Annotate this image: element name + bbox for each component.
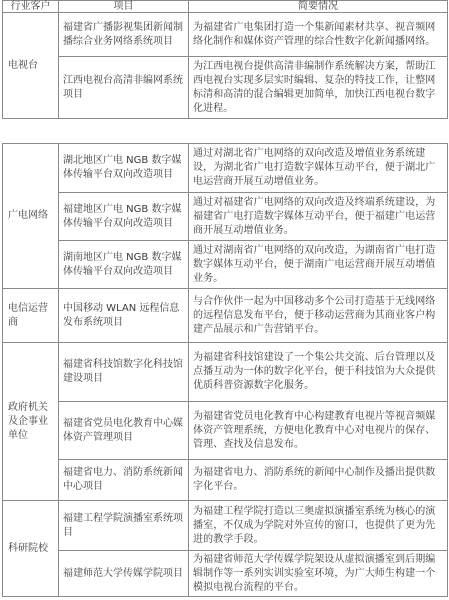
- customer-table-top: [2, 0, 448, 119]
- summary-cell: 通过对湖南省广电网络的双向改造，为湖南省广电打造数字媒体互动平台，便于湖南广电运营商开展互动增值业务。: [189, 241, 448, 289]
- project-cell: 福建师范大学传媒学院项目: [59, 551, 189, 597]
- table-row: [3, 241, 448, 289]
- header-summary: 简要情况: [189, 1, 448, 13]
- category-research: 科研院校: [3, 501, 59, 597]
- summary-cell: 为福建工程学院打造以三奥虚拟演播室系统为核心的演播室，不仅成为学院对外宣传的窗口，也提供了更为先进的教学手段。: [189, 501, 448, 551]
- summary-cell: 为福建省党员电化教育中心构建教育电视片等视音频媒体资产管理系统，方便电化教育中心对电视片的保存、管理、查找及信息发布。: [189, 402, 448, 460]
- table-row: [3, 193, 448, 241]
- summary-cell: 与合作伙伴一起为中国移动多个公司打造基于无线网络的远程信息发布平台，便于移动运营商为其商业客户构建产品展示和广告营销平台。: [189, 289, 448, 343]
- project-cell: 江西电视台高清非编网系统项目: [59, 57, 189, 119]
- category-telecom: 电信运营商: [3, 289, 59, 343]
- category-cable: 广电网络: [3, 144, 59, 289]
- summary-cell: 为福建省电力、消防系统的新闻中心制作及播出提供数字化平台。: [189, 460, 448, 501]
- header-customer: 行业客户: [3, 1, 59, 13]
- project-cell: 福建地区广电 NGB 数字媒体传输平台双向改造项目: [59, 193, 189, 241]
- project-cell: 福建省科技馆数字化科技馆建设项目: [59, 343, 189, 402]
- table-row: [3, 343, 448, 402]
- table-header-row: [3, 1, 448, 13]
- summary-cell: 为福建省广电集团打造一个集新闻素材共享、视音频网络化制作和媒体资产管理的综合性数字化新闻播网络。: [189, 13, 448, 57]
- table-row: [3, 57, 448, 119]
- table-row: [3, 501, 448, 551]
- category-government: 政府机关及企事业单位: [3, 343, 59, 501]
- table-row: [3, 402, 448, 460]
- project-cell: 湖南地区广电 NGB 数字媒体传输平台双向改造项目: [59, 241, 189, 289]
- project-cell: 福建省党员电化教育中心媒体资产管理项目: [59, 402, 189, 460]
- table-row: [3, 460, 448, 501]
- project-cell: 中国移动 WLAN 远程信息发布系统项目: [59, 289, 189, 343]
- table-row: [3, 551, 448, 597]
- summary-cell: 为福建省师范大学传媒学院架设从虚拟演播室到后期编辑制作等一系列实训实验室环境，为广大师生构建一个模拟电视台流程的平台。: [189, 551, 448, 597]
- project-cell: 湖北地区广电 NGB 数字媒体传输平台双向改造项目: [59, 144, 189, 193]
- project-cell: 福建工程学院演播室系统项目: [59, 501, 189, 551]
- header-project: 项目: [59, 1, 189, 13]
- summary-cell: 通过对湖北省广电网络的双向改造及增值业务系统建设，为湖北省广电打造数字媒体互动平台，便于湖北广电运营商开展互动增值业务。: [189, 144, 448, 193]
- customer-table-bottom: [2, 143, 448, 597]
- summary-cell: 为福建省科技馆建设了一个集公共交流、后台管理以及点播互动为一体的数字化平台，便于科技馆为大众提供优质科普资源数字化服务。: [189, 343, 448, 402]
- table-row: [3, 289, 448, 343]
- summary-cell: 为江西电视台提供高清非编制作系统解决方案，帮助江西电视台实现多层实时编辑、复杂的特技工作，让整网标清和高清的混合编辑更加简单，加快江西电视台数字化进程。: [189, 57, 448, 119]
- project-cell: 福建省电力、消防系统新闻中心项目: [59, 460, 189, 501]
- table-row: [3, 13, 448, 57]
- category-tv: 电视台: [3, 13, 59, 119]
- table-row: [3, 144, 448, 193]
- project-cell: 福建省广播影视集团新闻制播综合业务网络系统项目: [59, 13, 189, 57]
- summary-cell: 通过对福建省广电网络的双向改造及终端系统建设，为福建省广电打造数字媒体互动平台，便于福建广电运营商开展互动增值业务。: [189, 193, 448, 241]
